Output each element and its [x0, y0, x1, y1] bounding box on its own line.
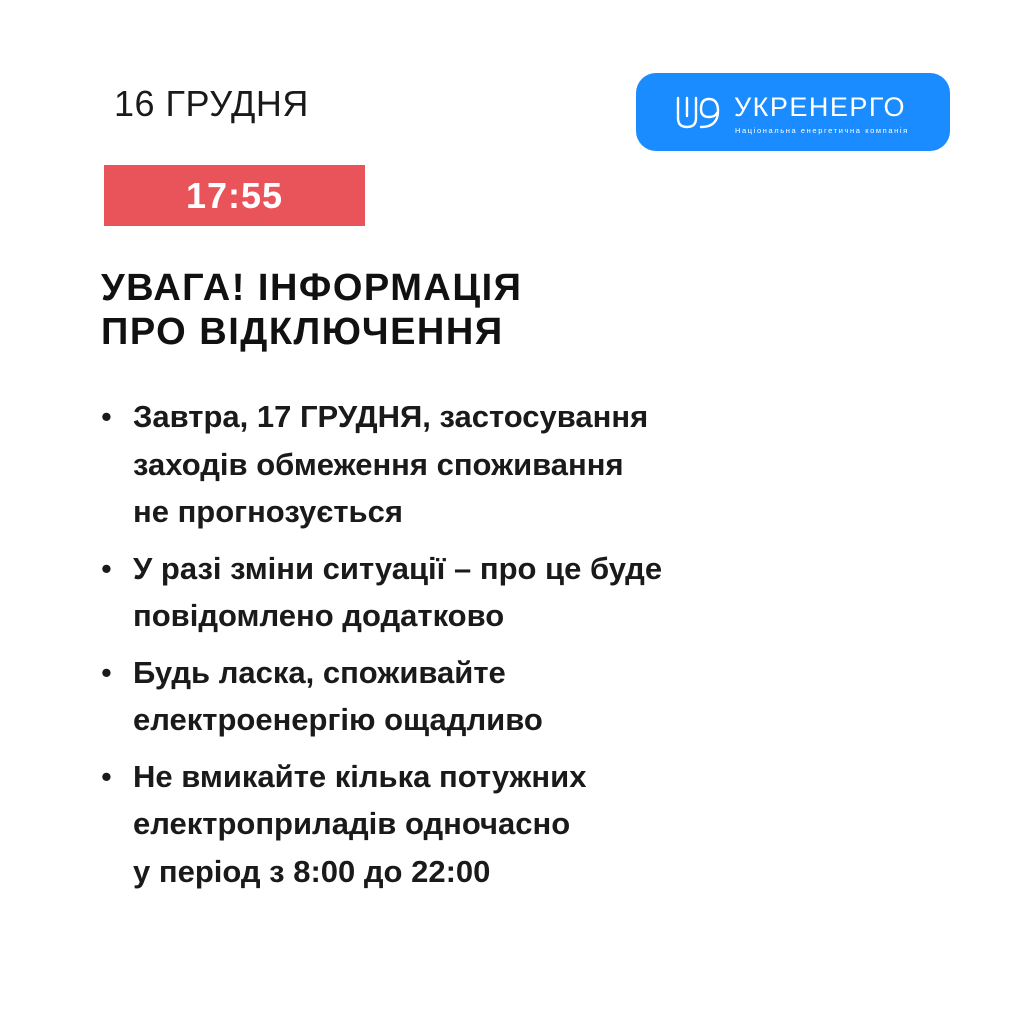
title-line: УВАГА! ІНФОРМАЦІЯ: [101, 267, 523, 309]
list-item-line: у період з 8:00 до 22:00: [133, 853, 491, 889]
list-item-line: повідомлено додатково: [133, 598, 505, 633]
list-item-line: електроприладів одночасно: [133, 806, 571, 841]
list-item-line: Будь ласка, споживайте: [133, 654, 506, 690]
list-item-line: не прогнозується: [133, 494, 403, 529]
page-title: [101, 266, 523, 354]
time-label: 17:55: [185, 174, 284, 216]
title-line: ПРО ВІДКЛЮЧЕННЯ: [101, 311, 504, 353]
list-item-line: електроенергію ощадливо: [133, 702, 543, 737]
bullet-icon: •: [101, 758, 112, 794]
list-item-line: У разі зміни ситуації – про це буде: [133, 550, 663, 586]
ukrenergo-logo-icon: [674, 94, 724, 132]
date-label: 16 ГРУДНЯ: [114, 83, 309, 124]
list-item: [96, 649, 662, 744]
list-item-line: заходів обмеження споживання: [133, 446, 624, 482]
time-badge: [104, 165, 365, 226]
list-item: [96, 393, 662, 536]
bullet-icon: •: [101, 550, 112, 586]
logo-tagline: Національна енергетична компанія: [735, 126, 909, 135]
bullet-icon: •: [101, 654, 112, 690]
logo-name: УКРЕНЕРГО: [734, 92, 907, 122]
ukrenergo-logo: [636, 73, 950, 151]
list-item-line: Завтра, 17 ГРУДНЯ, застосування: [133, 399, 649, 434]
list-item: [96, 545, 662, 640]
notice-list: [96, 393, 662, 904]
list-item-line: Не вмикайте кілька потужних: [133, 758, 587, 794]
bullet-icon: •: [101, 399, 112, 434]
list-item: [96, 753, 662, 896]
